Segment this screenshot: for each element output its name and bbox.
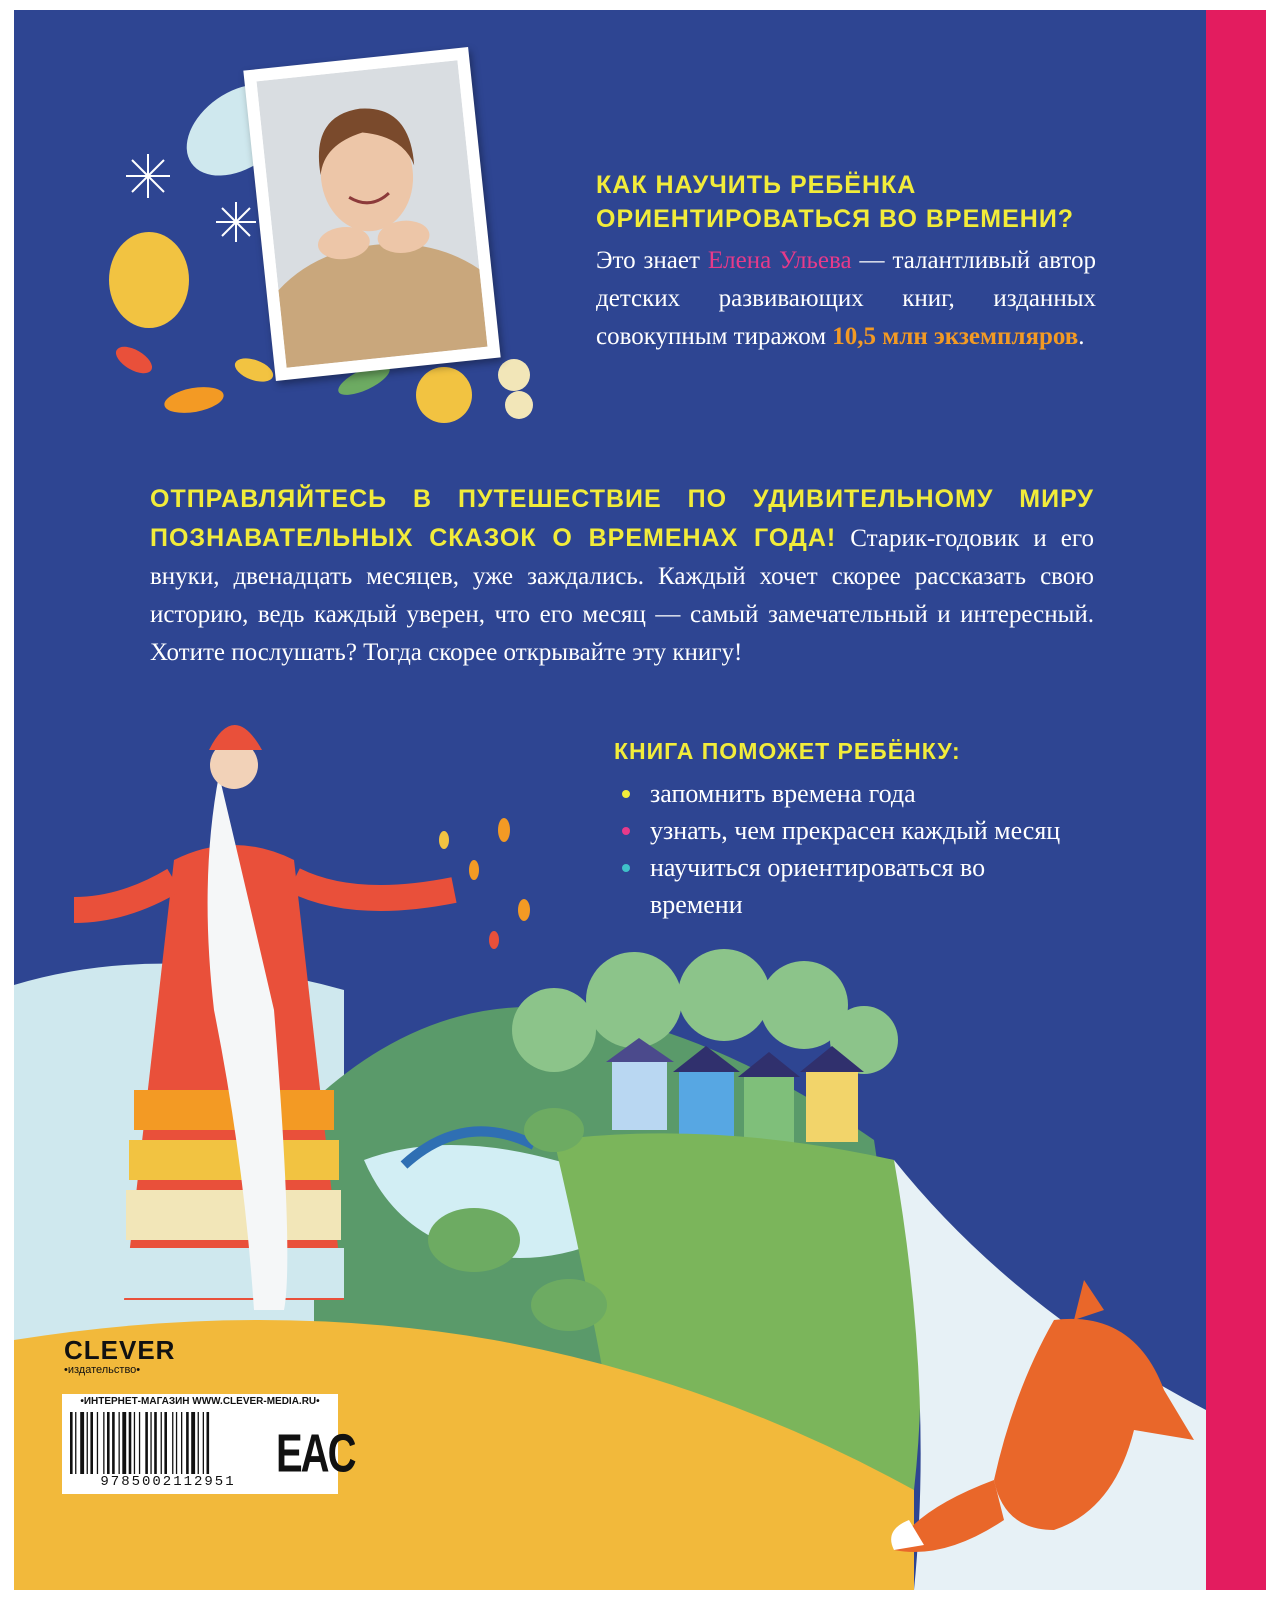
journey-text: Старик-годовик и его внуки, двенадцать месяцев, уже заждались. Каждый хочет скорее рассказать свою историю, ведь каждый уверен, что его месяц — самый замечательный и интересный. Хотите послушать? Тогда скорее открывайте эту книгу! xyxy=(150,525,1094,666)
bullet-icon xyxy=(622,864,630,872)
eac-certification-mark: EAC xyxy=(276,1424,355,1484)
benefit-item xyxy=(614,849,1084,923)
barcode-box xyxy=(62,1394,355,1494)
benefit-item xyxy=(614,775,1084,812)
intro-heading: КАК НАУЧИТЬ РЕБЁНКА ОРИЕНТИРОВАТЬСЯ ВО ВРЕМЕНИ? xyxy=(596,171,1075,233)
benefits-block xyxy=(614,735,1084,923)
logo-subtitle: •издательство• xyxy=(64,1364,141,1376)
benefit-item xyxy=(614,812,1084,849)
benefits-list xyxy=(614,775,1084,923)
benefit-text: научиться ориентироваться во времени xyxy=(650,853,986,919)
bullet-icon xyxy=(622,790,630,798)
intro-text-start: Это знает xyxy=(596,247,708,274)
intro-text-end: . xyxy=(1078,323,1085,350)
barcode-icon xyxy=(68,1412,272,1474)
journey-heading: ОТПРАВЛЯЙТЕСЬ В ПУТЕШЕСТВИЕ ПО УДИВИТЕЛЬНОМУ МИРУ ПОЗНАВАТЕЛЬНЫХ СКАЗОК О ВРЕМЕНАХ ГОДА! xyxy=(150,485,1094,552)
intro-paragraph xyxy=(596,242,1096,356)
benefits-heading: КНИГА ПОМОЖЕТ РЕБЁНКУ: xyxy=(614,738,961,764)
isbn-digits: 9785002112951 xyxy=(100,1474,236,1490)
logo-text: CLEVER xyxy=(64,1335,176,1365)
journey-paragraph xyxy=(150,480,1094,672)
bullet-icon xyxy=(622,827,630,835)
author-portrait-icon xyxy=(257,60,488,368)
publisher-logo xyxy=(64,1336,175,1376)
benefit-text: запомнить времена года xyxy=(650,779,916,808)
book-spine xyxy=(1206,10,1266,1590)
circulation-figure: 10,5 млн экземпляров xyxy=(832,323,1079,350)
author-name: Елена Ульева xyxy=(707,247,852,274)
book-back-cover xyxy=(14,10,1266,1590)
shop-url: •ИНТЕРНЕТ-МАГАЗИН WWW.CLEVER-MEDIA.RU• xyxy=(80,1396,320,1407)
benefit-text: узнать, чем прекрасен каждый месяц xyxy=(650,816,1061,845)
journey-block xyxy=(150,480,1094,672)
intro-block xyxy=(596,168,1096,356)
author-photo xyxy=(243,47,500,381)
intro-text-middle: — талантливый автор детских развивающих книг, изданных совокупным тиражом xyxy=(596,247,1096,350)
